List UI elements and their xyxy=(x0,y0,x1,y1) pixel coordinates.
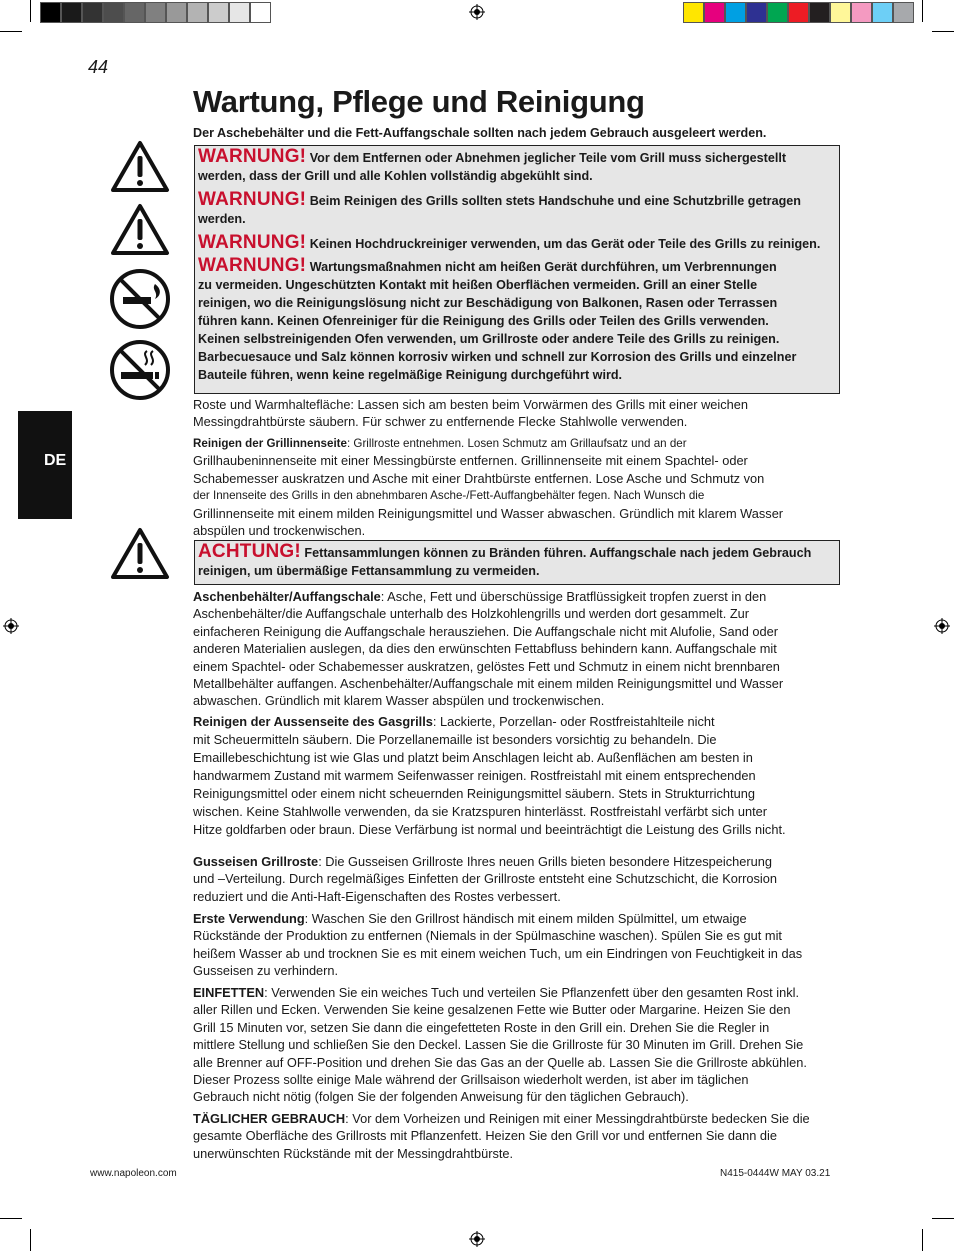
taeglicher-gebrauch-section: TÄGLICHER GEBRAUCH: Vor dem Vorheizen und Reinigen mit einer Messingdrahtbürste bedecken Sie die gesamte Oberfläche des Grillrosts mit Pflanzenfett. Heizen Sie den Grill vor und entfernen Sie dann die unerwünschten Rückstände mit der Messingdrahtbürste. xyxy=(193,1111,810,1161)
warning-triangle-icon xyxy=(110,140,170,194)
color-swatch xyxy=(683,2,704,23)
no-smoking-icon xyxy=(109,339,171,401)
warning-item: WARNUNG! Wartungsmaßnahmen nicht am heißen Gerät durchführen, um Verbrennungen xyxy=(198,255,777,276)
color-swatch xyxy=(851,2,872,23)
einfetten-section: EINFETTEN: Verwenden Sie ein weiches Tuch und verteilen Sie Pflanzenfett über den gesamten Rost inkl. aller Rillen und Ecken. Verwenden Sie keine gesalzenen Fette wie Butter oder Margarine. Heizen Sie den Grill 15 Minuten vor, setzen Sie dann die eingefetteten Roste in den Grill ein. Drehen Sie die Regler in mittlere Stellung und schließen Sie den Deckel. Lassen Sie die Grillroste für 30 Minuten im Grill. Drehen Sie alle Brenner auf OFF-Position und drehen Sie das Gas an der Quelle ab. Lassen Sie die Grillroste abkühlen. Dieser Prozess sollte einige Male während der Grillsaison wiederholt werden, ist aber im täglichen Gebrauch nicht nötig (folgen Sie der folgenden Anweisung für den täglichen Gebrauch). xyxy=(193,985,807,1105)
gray-swatch xyxy=(124,2,145,23)
aschenbehaelter-section: Aschenbehälter/Auffangschale: Asche, Fett und überschüssige Bratflüssigkeit tropfen zuerst in den Aschenbehälter/die Auffangschale unterhalb des Holzkohlengrills und werden dort gesammelt. Zur einfacheren Reinigung die Auffangschale herausziehen. Die Auffangschale nicht mit Alufolie, Sand oder anderen Materialien auslegen, da dies den erwünschten Fettabfluss behindern kann. Auffangschale mit einem Spachtel- oder Schabemesser auskratzen, gelöstes Fett und Schmutz in einem nicht brennbaren Metallbehälter auffangen. Aschenbehälter/Auffangschale mit einem milden Reinigungsmittel und Wasser abwaschen. Gründlich mit klarem Wasser abspülen und trockenwischen. xyxy=(193,589,784,709)
warning-item: WARNUNG! Beim Reinigen des Grills sollten stets Handschuhe und eine Schutzbrille getragen xyxy=(198,189,801,210)
warning-text: zu vermeiden. Ungeschützten Kontakt mit heißen Oberflächen vermeiden. Grill an einer Stelle xyxy=(198,278,758,292)
crop-mark xyxy=(922,1229,923,1251)
warning-box xyxy=(194,145,840,394)
crop-mark xyxy=(30,1229,31,1251)
warning-text: Barbecuesauce und Salz können korrosiv wirken und schnell zur Korrosion des Grills und einzelner xyxy=(198,350,797,364)
color-swatch xyxy=(788,2,809,23)
gray-swatch xyxy=(208,2,229,23)
gray-swatch xyxy=(187,2,208,23)
gray-swatch xyxy=(40,2,61,23)
warning-label: WARNUNG! xyxy=(198,255,307,276)
gray-swatch xyxy=(82,2,103,23)
color-swatch xyxy=(767,2,788,23)
color-swatch xyxy=(725,2,746,23)
registration-mark-icon xyxy=(469,1231,485,1247)
warning-text: Bauteile führen, wenn keine regelmäßige Reinigung durchgeführt wird. xyxy=(198,368,623,382)
crop-mark xyxy=(0,1218,22,1219)
page-number: 44 xyxy=(88,57,109,77)
color-swatch xyxy=(809,2,830,23)
footer-document-code: N415-0444W MAY 03.21 xyxy=(720,1168,831,1179)
color-swatch xyxy=(872,2,893,23)
crop-mark xyxy=(932,1218,954,1219)
crop-mark xyxy=(922,0,923,22)
color-swatch xyxy=(893,2,914,23)
page-title: Wartung, Pflege und Reinigung xyxy=(193,84,645,119)
caution-text: reinigen, um übermäßige Fettansammlung zu vermeiden. xyxy=(198,564,540,578)
gusseisen-section: Gusseisen Grillroste: Die Gusseisen Grillroste Ihres neuen Grills bieten besondere Hitzespeicherung und –Verteilung. Durch regelmäßiges Einfetten der Grillroste entsteht eine Schutzschicht, die Korrosion reduziert und die Anti-Haft-Eigenschaften des Rostes verbessert. xyxy=(193,854,777,904)
gray-swatch xyxy=(145,2,166,23)
gray-swatch xyxy=(250,2,271,23)
roste-section: Roste und Warmhaltefläche: Lassen sich am besten beim Vorwärmen des Grills mit einer weichen Messingdrahtbürste säubern. Für schwer zu entfernende Flecke Stahlwolle verwenden. xyxy=(193,397,749,430)
gray-swatch xyxy=(166,2,187,23)
color-swatch xyxy=(746,2,767,23)
language-tab-label: DE xyxy=(44,452,67,469)
gray-swatch xyxy=(103,2,124,23)
registration-mark-icon xyxy=(3,618,19,634)
footer-website: www.napoleon.com xyxy=(90,1168,177,1179)
gray-swatch xyxy=(229,2,250,23)
warning-item: WARNUNG! Keinen Hochdruckreiniger verwenden, um das Gerät oder Teile des Grills zu reinigen. xyxy=(198,232,821,253)
warning-item: WARNUNG! Vor dem Entfernen oder Abnehmen jeglicher Teile vom Grill muss sichergestellt xyxy=(198,146,787,167)
no-flame-icon xyxy=(109,268,171,330)
caution-box xyxy=(194,540,840,585)
registration-mark-icon xyxy=(934,618,950,634)
warning-triangle-icon xyxy=(110,527,170,581)
caution-item: ACHTUNG! Fettansammlungen können zu Bränden führen. Auffangschale nach jedem Gebrauch xyxy=(198,541,812,562)
warning-text: reinigen, wo die Reinigungslösung nicht zur Beschädigung von Balkonen, Rasen oder Terrassen xyxy=(198,296,778,310)
intro-note: Der Aschebehälter und die Fett-Auffangschale sollten nach jedem Gebrauch ausgeleert werden. xyxy=(193,126,767,140)
innenseite-section: Reinigen der Grillinnenseite: Grillroste entnehmen. Losen Schmutz am Grillaufsatz und an der Grillhaubeninnenseite mit einer Messingbürste entfernen. Grillinnenseite mit einem Spachtel- oder Schabemesser auskratzen und Asche mit einer Drahtbürste entfernen. Lose Asche und Schmutz von der Innenseite des Grills in den abnehmbaren Asche-/Fett-Auffangbehälter fegen. Nach Wunsch die Grillinnenseite mit einem milden Reinigungsmittel und Wasser abwaschen. Gründlich mit klarem Wasser abspülen und trockenwischen. xyxy=(193,437,784,539)
caution-label: ACHTUNG! xyxy=(198,541,301,562)
warning-text: werden, dass der Grill und alle Kohlen vollständig abgekühlt sind. xyxy=(198,169,593,183)
warning-label: WARNUNG! xyxy=(198,189,307,210)
crop-mark xyxy=(0,31,22,32)
warning-label: WARNUNG! xyxy=(198,232,307,253)
registration-mark-icon xyxy=(469,4,485,20)
warning-triangle-icon xyxy=(110,203,170,257)
warning-text: Keinen selbstreinigenden Ofen verwenden, um Grillroste oder andere Teile des Grills zu reinigen. xyxy=(198,332,780,346)
color-swatch xyxy=(704,2,725,23)
gray-swatch xyxy=(61,2,82,23)
warning-label: WARNUNG! xyxy=(198,146,307,167)
erste-verwendung-section: Erste Verwendung: Waschen Sie den Grillrost händisch mit einem milden Spülmittel, um etwaige Rückstände der Produktion zu entfernen (Niemals in der Spülmaschine waschen). Spülen Sie es gut mit heißem Wasser ab und trocknen Sie es mit einem weichen Tuch, um ein Eindringen von Feuchtigkeit in das Gusseisen zu verhindern. xyxy=(193,911,803,979)
color-swatch xyxy=(830,2,851,23)
warning-text: werden. xyxy=(198,212,246,226)
aussenseite-section: Reinigen der Aussenseite des Gasgrills: Lackierte, Porzellan- oder Rostfreistahlteile nicht mit Scheuermitteln säubern. Die Porzellanemaille ist besonders vorsichtig zu behandeln. Die Emaillebeschichtung ist wie Glas und platzt beim Anschlagen leicht ab. Außenflächen am besten in handwarmem Zustand mit warmem Seifenwasser reinigen. Rostfreistahl mit einem entsprechenden Reinigungsmittel oder einem nicht scheuernden Reinigungsmittel säubern. Stets in Strukturrichtung wischen. Keine Stahlwolle verwenden, da sie Kratzspuren hinterlässt. Rostfreistahl verfärbt sich unter Hitze goldfarben oder braun. Diese Verfärbung ist normal und beeinträchtigt die Leistung des Grills nicht. xyxy=(193,714,786,837)
warning-text: führen kann. Keinen Ofenreiniger für die Reinigung des Grills oder Teilen des Grills verwenden. xyxy=(198,314,769,328)
crop-mark xyxy=(30,0,31,22)
crop-mark xyxy=(932,31,954,32)
